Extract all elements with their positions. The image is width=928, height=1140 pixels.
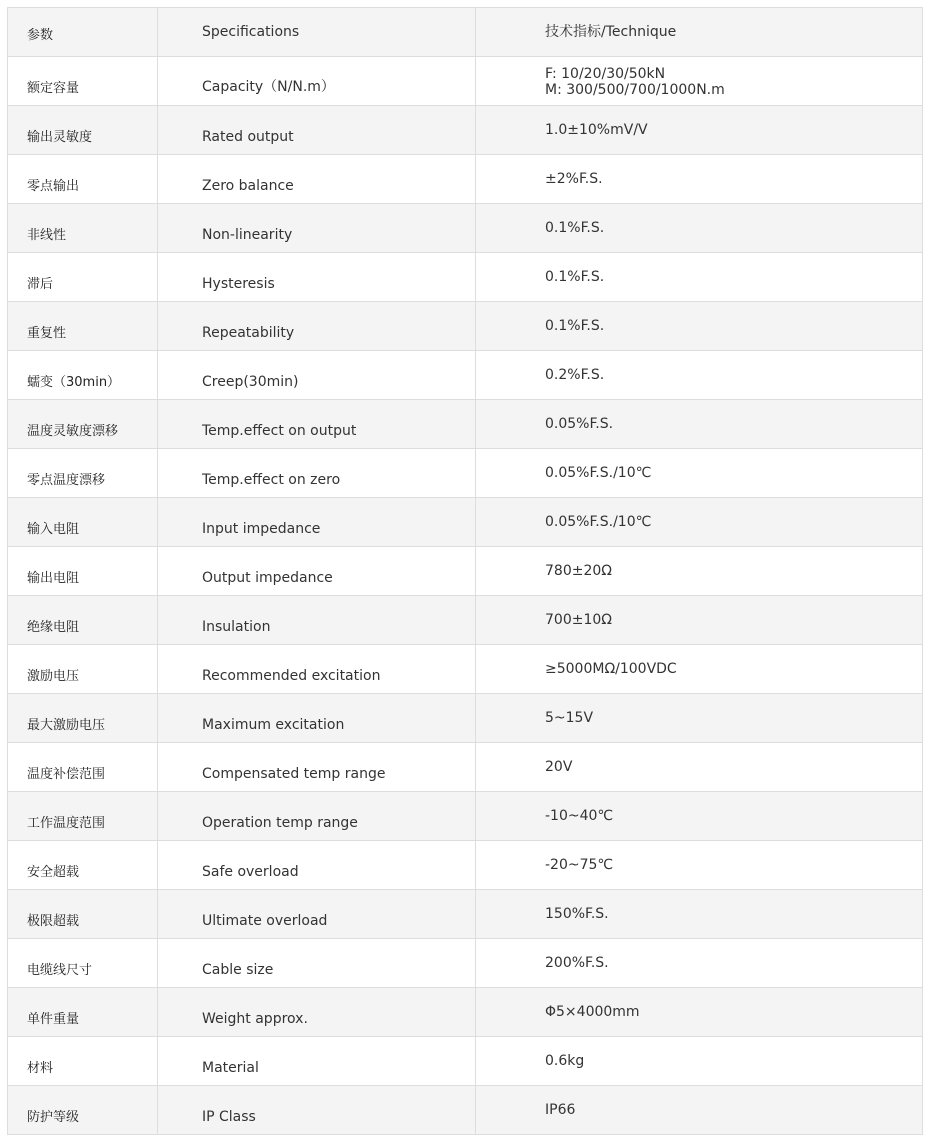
param-cn-cell (8, 596, 158, 645)
spec-value (545, 710, 593, 726)
param-cn-label: 激励电压 (27, 669, 80, 684)
param-cn-label: 蠕变（30min） (27, 375, 121, 390)
param-cn-label: 输入电阻 (27, 522, 80, 537)
spec-en-label: Material (202, 1060, 259, 1076)
spec-value (545, 220, 604, 236)
table-row (8, 596, 923, 645)
spec-value-cell (476, 57, 923, 106)
param-cn-cell (8, 694, 158, 743)
param-cn-label: 单件重量 (27, 1012, 80, 1027)
spec-value (545, 1102, 575, 1118)
spec-en-cell (158, 841, 476, 890)
spec-value (545, 906, 609, 922)
table-header-row (8, 8, 923, 57)
spec-en-cell (158, 547, 476, 596)
spec-value-cell (476, 939, 923, 988)
spec-en-label: Non-linearity (202, 227, 293, 243)
spec-value-cell (476, 792, 923, 841)
table-row (8, 645, 923, 694)
table-row (8, 351, 923, 400)
spec-value-line: IP66 (545, 1102, 576, 1118)
spec-en-cell (158, 596, 476, 645)
spec-value-line: -10~40℃ (545, 808, 614, 824)
table-row (8, 694, 923, 743)
spec-value-line: 0.05%F.S./10℃ (545, 465, 652, 481)
spec-en-label: Weight approx. (202, 1011, 308, 1027)
spec-value-line: 20V (545, 759, 573, 775)
param-cn-cell (8, 204, 158, 253)
param-cn-cell (8, 106, 158, 155)
spec-value-line: 0.1%F.S. (545, 318, 605, 334)
spec-en-label: IP Class (202, 1109, 256, 1125)
param-cn-label: 非线性 (27, 228, 67, 243)
spec-value-cell (476, 1086, 923, 1135)
param-cn-label: 零点温度漂移 (27, 473, 106, 488)
spec-value-line: 0.1%F.S. (545, 269, 605, 285)
param-cn-cell (8, 988, 158, 1037)
spec-value-cell (476, 645, 923, 694)
spec-en-label: Insulation (202, 619, 271, 635)
param-cn-label: 温度灵敏度漂移 (27, 424, 119, 439)
param-cn-cell (8, 1037, 158, 1086)
table-row (8, 106, 923, 155)
param-cn-cell (8, 302, 158, 351)
spec-en-label: Repeatability (202, 325, 295, 341)
spec-en-label: Capacity（N/N.m） (202, 79, 335, 95)
param-cn-cell (8, 253, 158, 302)
spec-table (7, 7, 923, 1135)
header-cell-spec (158, 8, 476, 57)
spec-value-cell (476, 498, 923, 547)
spec-value-cell (476, 841, 923, 890)
spec-value-cell (476, 106, 923, 155)
param-cn-label: 额定容量 (27, 81, 80, 96)
param-cn-cell (8, 547, 158, 596)
spec-en-cell (158, 890, 476, 939)
param-cn-label: 重复性 (27, 326, 67, 341)
param-cn-cell (8, 351, 158, 400)
param-cn-cell (8, 890, 158, 939)
table-row (8, 155, 923, 204)
param-cn-cell (8, 939, 158, 988)
spec-value-cell (476, 400, 923, 449)
param-cn-label: 材料 (27, 1061, 54, 1076)
spec-en-label: Creep(30min) (202, 374, 299, 390)
spec-value-cell (476, 988, 923, 1037)
header-param-cn: 参数 (27, 28, 54, 43)
spec-value-line: 0.05%F.S./10℃ (545, 514, 652, 530)
spec-en-cell (158, 400, 476, 449)
spec-value (545, 563, 612, 579)
spec-value (545, 759, 572, 775)
table-row (8, 939, 923, 988)
table-row (8, 988, 923, 1037)
table-row (8, 253, 923, 302)
param-cn-label: 极限超载 (27, 914, 80, 929)
param-cn-label: 安全超载 (27, 865, 80, 880)
spec-value (545, 1053, 584, 1069)
spec-value-line: 0.05%F.S. (545, 416, 614, 432)
param-cn-cell (8, 792, 158, 841)
spec-value (545, 955, 609, 971)
spec-value-cell (476, 302, 923, 351)
spec-value-line: 0.1%F.S. (545, 220, 605, 236)
spec-en-cell (158, 498, 476, 547)
spec-value-cell (476, 449, 923, 498)
spec-value-cell (476, 596, 923, 645)
spec-en-label: Zero balance (202, 178, 294, 194)
spec-en-label: Temp.effect on zero (202, 472, 341, 488)
spec-en-label: Rated output (202, 129, 294, 145)
header-spec-en: Specifications (202, 24, 300, 40)
spec-value-cell (476, 204, 923, 253)
spec-value-line: 1.0±10%mV/V (545, 122, 648, 138)
table-row (8, 498, 923, 547)
table-row (8, 400, 923, 449)
table-row (8, 547, 923, 596)
spec-value-line: 200%F.S. (545, 955, 609, 971)
spec-value-line: -20~75℃ (545, 857, 614, 873)
param-cn-cell (8, 645, 158, 694)
header-technique: 技术指标/Technique (545, 24, 677, 40)
table-row (8, 890, 923, 939)
spec-en-label: Safe overload (202, 864, 299, 880)
spec-value-cell (476, 743, 923, 792)
spec-value (545, 367, 604, 383)
spec-en-cell (158, 155, 476, 204)
param-cn-label: 输出电阻 (27, 571, 80, 586)
spec-en-cell (158, 351, 476, 400)
table-row (8, 449, 923, 498)
param-cn-label: 电缆线尺寸 (27, 963, 93, 978)
spec-value-cell (476, 351, 923, 400)
table-row (8, 743, 923, 792)
param-cn-cell (8, 841, 158, 890)
param-cn-cell (8, 449, 158, 498)
spec-value (545, 514, 651, 530)
spec-en-cell (158, 743, 476, 792)
spec-en-label: Operation temp range (202, 815, 358, 831)
spec-value (545, 269, 604, 285)
param-cn-label: 防护等级 (27, 1110, 80, 1125)
param-cn-label: 工作温度范围 (27, 816, 106, 831)
spec-table-body (8, 8, 923, 1135)
spec-en-cell (158, 302, 476, 351)
spec-value-line: 0.6kg (545, 1053, 585, 1069)
table-row (8, 302, 923, 351)
spec-value (545, 857, 613, 873)
spec-value-line: 780±20Ω (545, 563, 612, 579)
param-cn-label: 滞后 (27, 277, 54, 292)
spec-en-label: Cable size (202, 962, 274, 978)
spec-value (545, 318, 604, 334)
spec-value-line: ≥5000MΩ/100VDC (545, 661, 677, 677)
spec-value-cell (476, 547, 923, 596)
param-cn-label: 绝缘电阻 (27, 620, 80, 635)
spec-value-line: 150%F.S. (545, 906, 609, 922)
spec-en-cell (158, 57, 476, 106)
param-cn-cell (8, 400, 158, 449)
spec-en-cell (158, 106, 476, 155)
param-cn-label: 温度补偿范围 (27, 767, 106, 782)
spec-value-line: F: 10/20/30/50kN (545, 66, 666, 82)
param-cn-cell (8, 743, 158, 792)
spec-en-cell (158, 792, 476, 841)
spec-value-line: Φ5×4000mm (545, 1004, 640, 1020)
param-cn-label: 输出灵敏度 (27, 130, 93, 145)
spec-en-label: Ultimate overload (202, 913, 328, 929)
spec-en-cell (158, 1037, 476, 1086)
spec-en-label: Compensated temp range (202, 766, 386, 782)
spec-en-label: Hysteresis (202, 276, 275, 292)
spec-value-cell (476, 1037, 923, 1086)
spec-value-cell (476, 890, 923, 939)
table-row (8, 1086, 923, 1135)
spec-en-label: Maximum excitation (202, 717, 345, 733)
table-row (8, 1037, 923, 1086)
table-row (8, 792, 923, 841)
spec-value-line: 5~15V (545, 710, 594, 726)
spec-en-label: Input impedance (202, 521, 321, 537)
spec-en-cell (158, 253, 476, 302)
spec-en-cell (158, 939, 476, 988)
table-row (8, 204, 923, 253)
spec-value (545, 171, 603, 187)
spec-value-line-2: M: 300/500/700/1000N.m (545, 82, 725, 98)
param-cn-label: 最大激励电压 (27, 718, 106, 733)
spec-value (545, 416, 613, 432)
spec-en-label: Output impedance (202, 570, 333, 586)
spec-en-cell (158, 645, 476, 694)
spec-value (545, 661, 677, 677)
table-row (8, 57, 923, 106)
table-row (8, 841, 923, 890)
spec-en-cell (158, 988, 476, 1037)
spec-en-cell (158, 694, 476, 743)
spec-value (545, 612, 612, 628)
spec-value (545, 1004, 640, 1020)
spec-value (545, 465, 651, 481)
param-cn-label: 零点输出 (27, 179, 80, 194)
spec-value-line: ±2%F.S. (545, 171, 603, 187)
param-cn-cell (8, 1086, 158, 1135)
spec-value-cell (476, 155, 923, 204)
spec-en-label: Recommended excitation (202, 668, 381, 684)
param-cn-cell (8, 155, 158, 204)
spec-value-line: 0.2%F.S. (545, 367, 605, 383)
spec-value-line: 700±10Ω (545, 612, 612, 628)
spec-en-cell (158, 204, 476, 253)
spec-value-cell (476, 694, 923, 743)
header-cell-param (8, 8, 158, 57)
spec-value (545, 66, 725, 98)
param-cn-cell (8, 57, 158, 106)
param-cn-cell (8, 498, 158, 547)
spec-value (545, 122, 648, 138)
header-cell-technique (476, 8, 923, 57)
spec-en-cell (158, 1086, 476, 1135)
spec-value-cell (476, 253, 923, 302)
spec-value (545, 808, 613, 824)
spec-en-cell (158, 449, 476, 498)
spec-en-label: Temp.effect on output (202, 423, 357, 439)
